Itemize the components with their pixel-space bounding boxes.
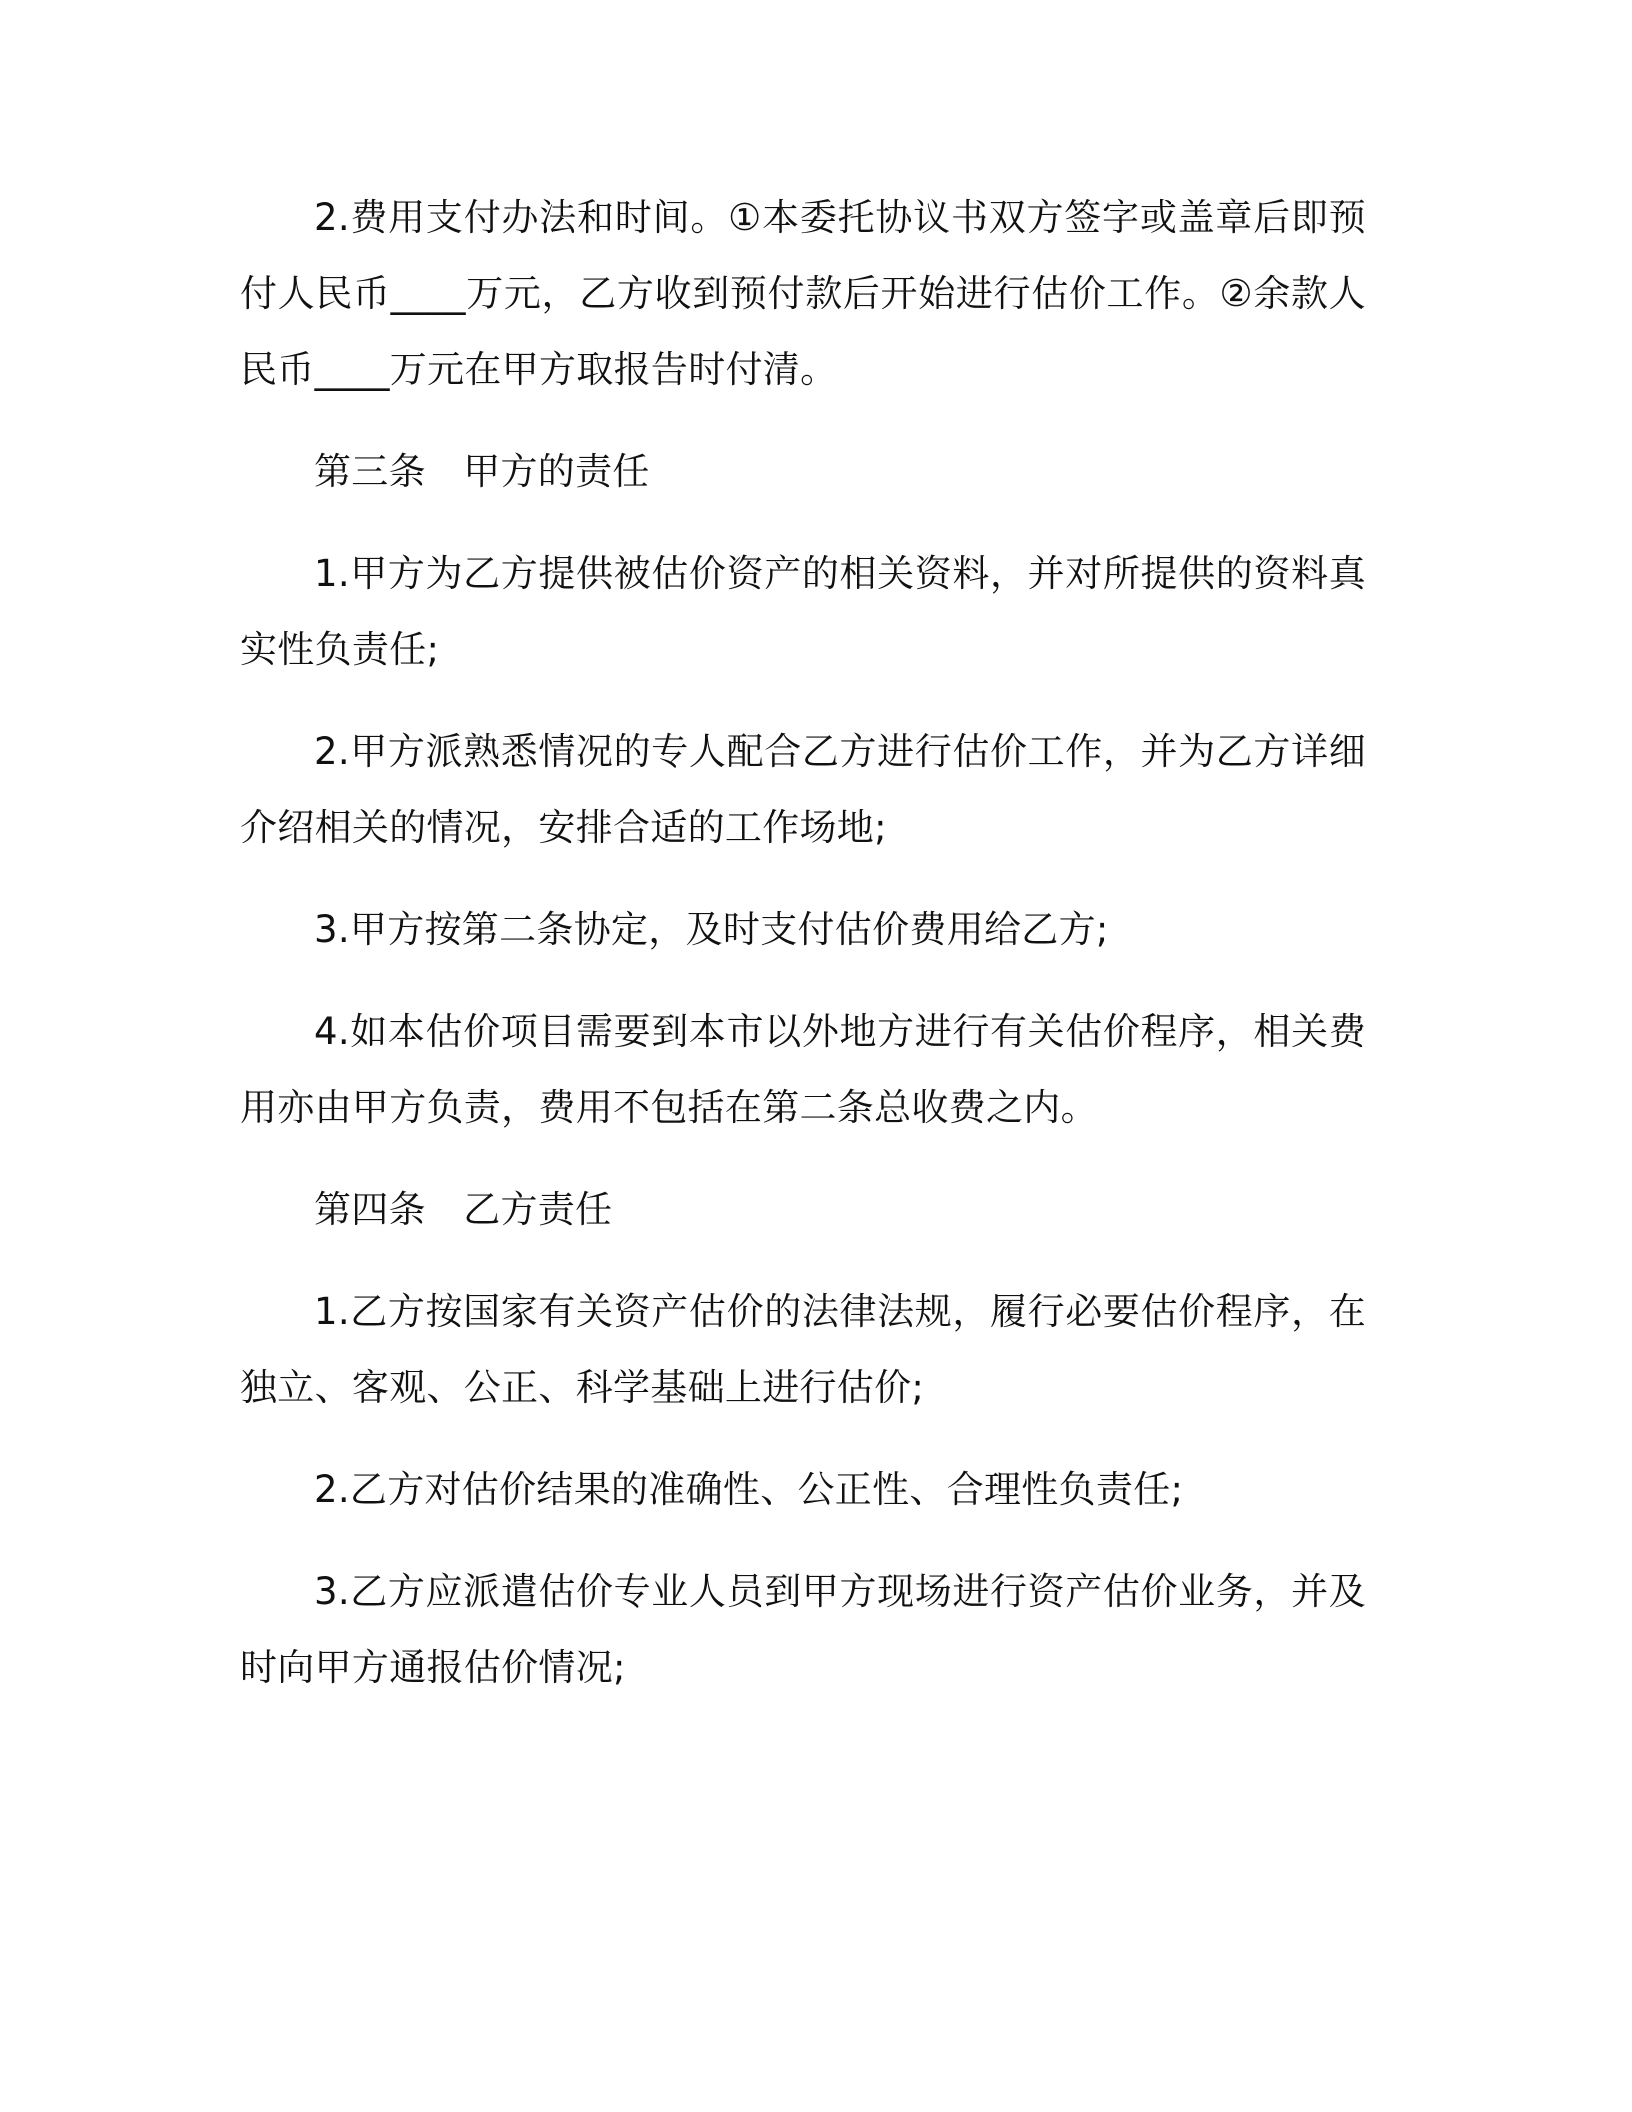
party-a-duty-1: 1.甲方为乙方提供被估价资产的相关资料，并对所提供的资料真实性负责任;	[240, 552, 1366, 671]
party-b-duty-1: 1.乙方按国家有关资产估价的法律法规，履行必要估价程序，在独立、客观、公正、科学基础上进行估价;	[240, 1290, 1366, 1409]
paragraph-payment-method: 2.费用支付办法和时间。①本委托协议书双方签字或盖章后即预付人民币____万元，乙方收到预付款后开始进行估价工作。②余款人民币____万元在甲方取报告时付清。	[240, 196, 1366, 391]
article-3-heading: 第三条 甲方的责任	[314, 450, 650, 493]
party-b-duty-3: 3.乙方应派遣估价专业人员到甲方现场进行资产估价业务，并及时向甲方通报估价情况;	[240, 1570, 1366, 1689]
party-a-duty-4: 4.如本估价项目需要到本市以外地方进行有关估价程序，相关费用亦由甲方负责，费用不包括在第二条总收费之内。	[240, 1010, 1366, 1129]
article-4-heading: 第四条 乙方责任	[314, 1188, 613, 1231]
party-b-duty-2: 2.乙方对估价结果的准确性、公正性、合理性负责任;	[314, 1468, 1184, 1511]
document-page	[240, 180, 1366, 1732]
party-a-duty-3: 3.甲方按第二条协定，及时支付估价费用给乙方;	[314, 908, 1109, 951]
party-a-duty-2: 2.甲方派熟悉情况的专人配合乙方进行估价工作，并为乙方详细介绍相关的情况，安排合适的工作场地;	[240, 730, 1366, 849]
